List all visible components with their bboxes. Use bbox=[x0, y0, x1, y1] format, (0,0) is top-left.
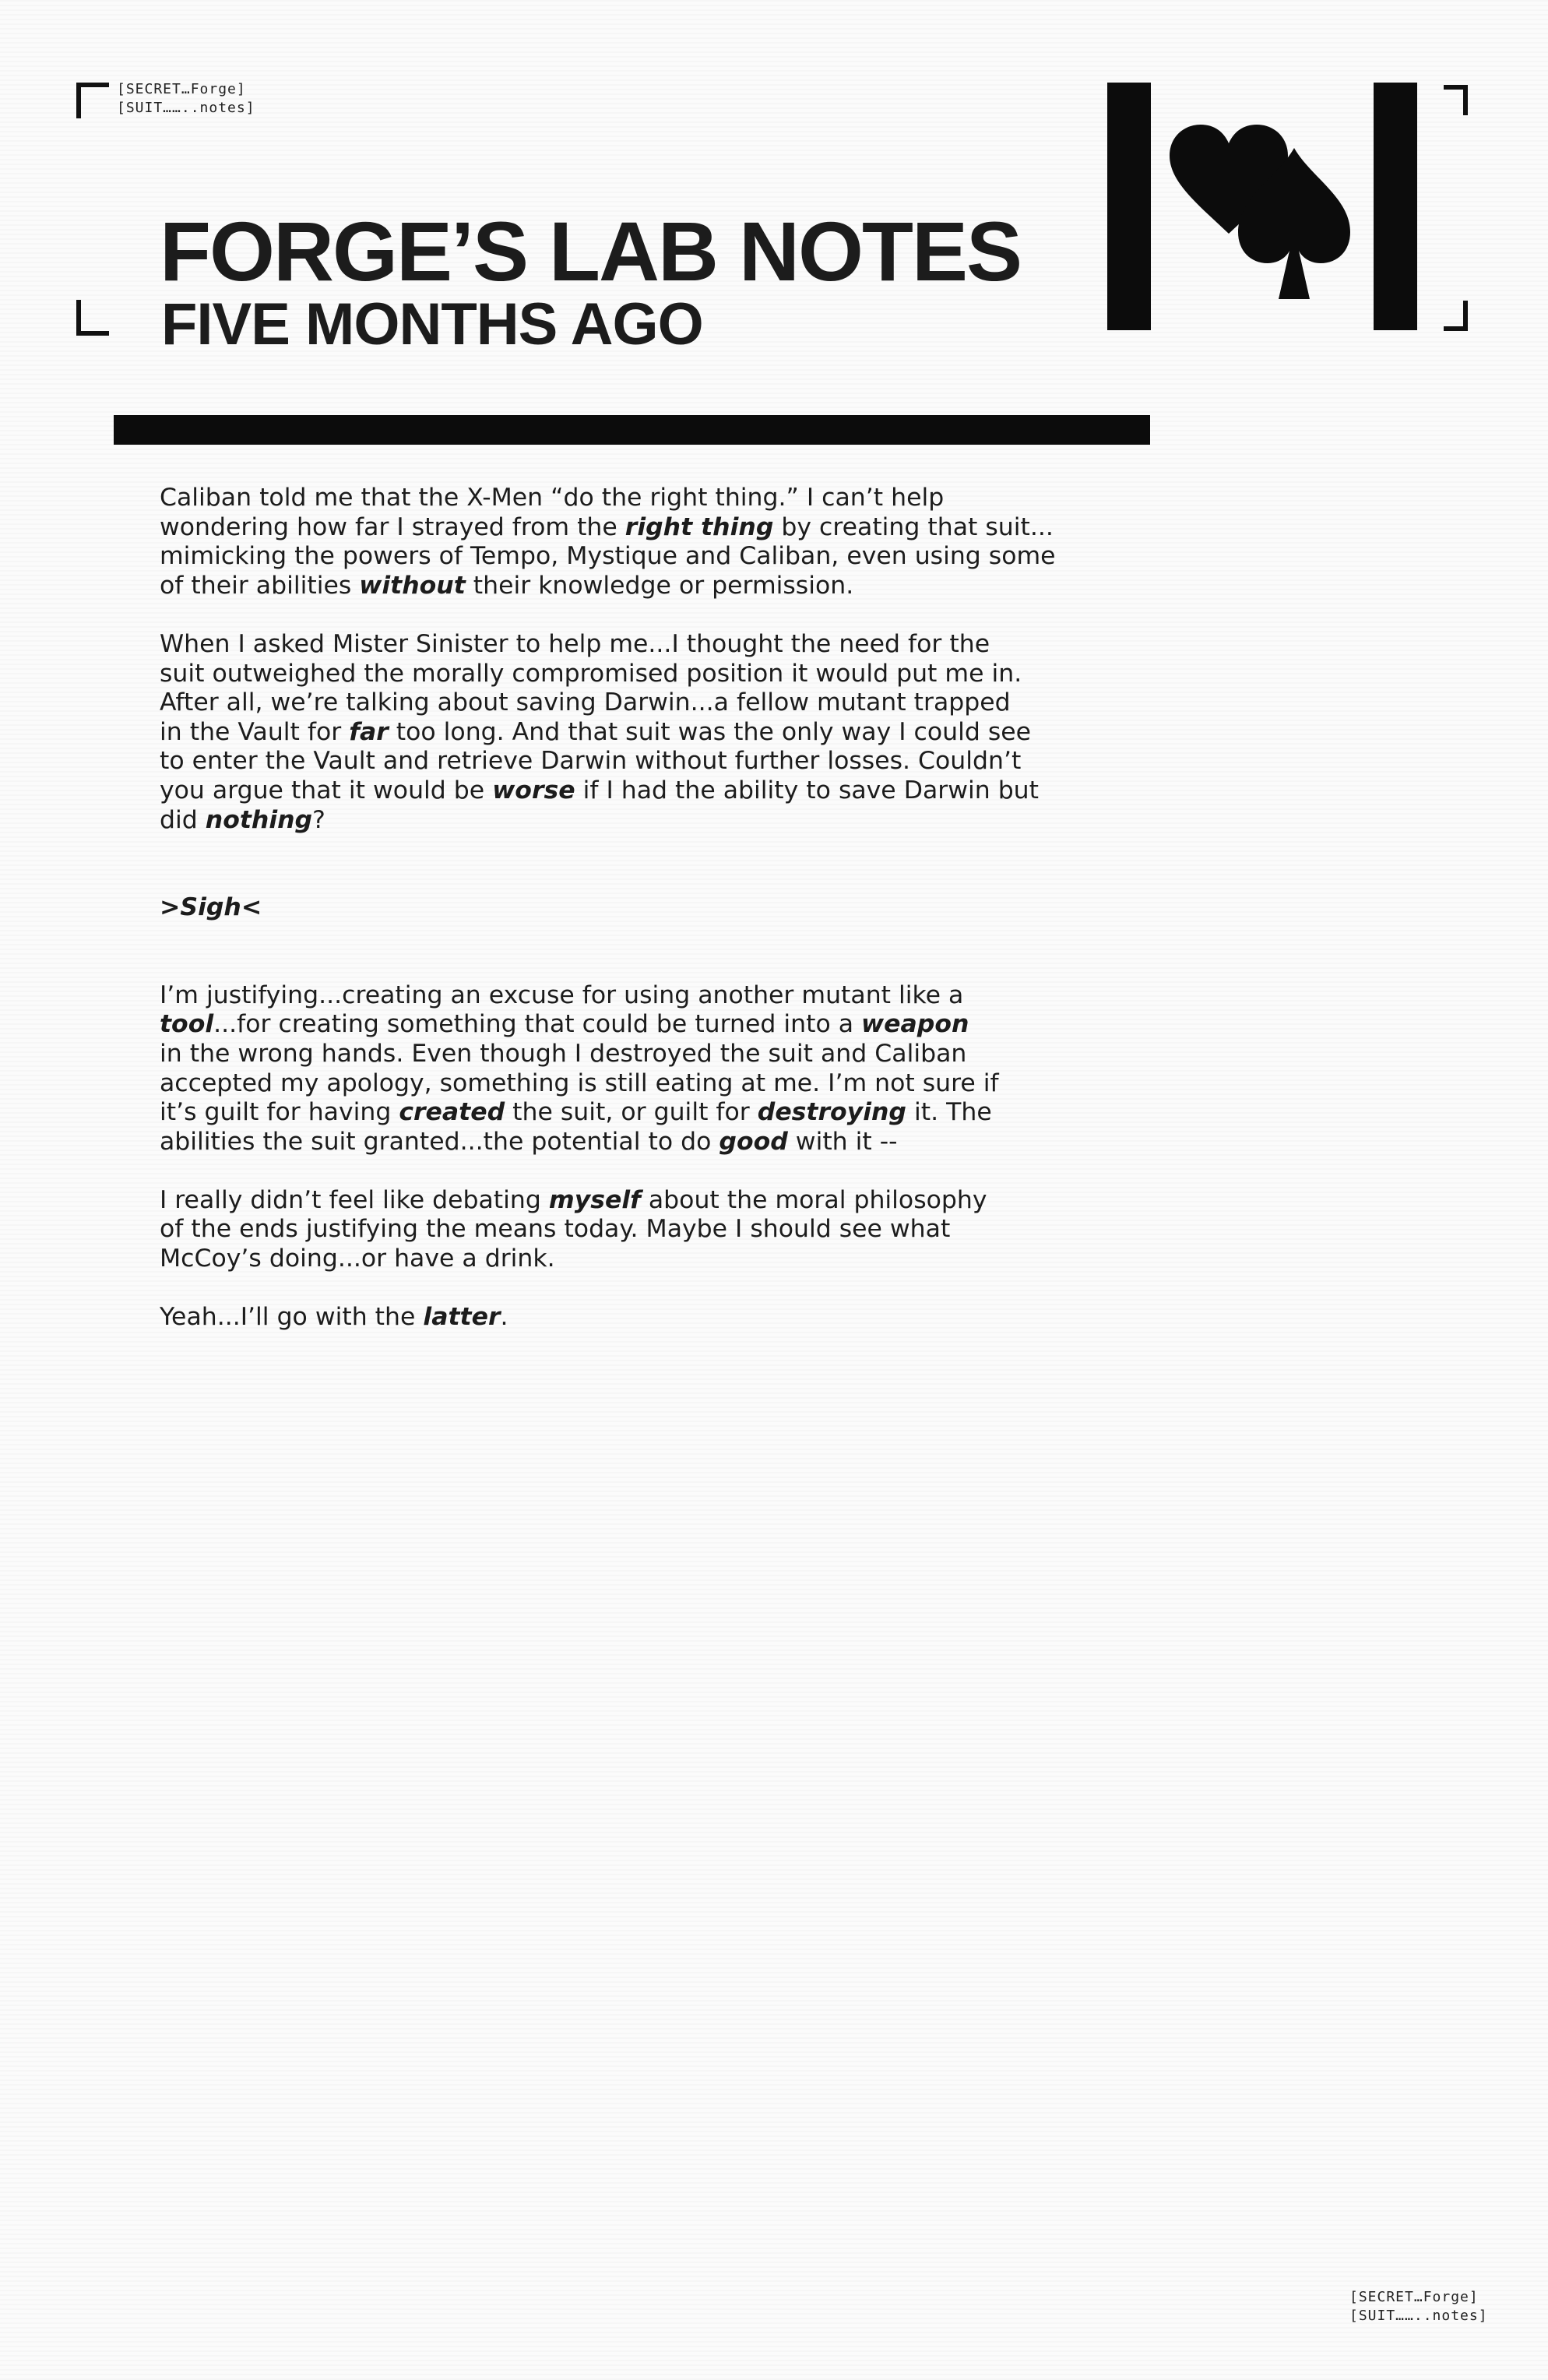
title-divider-rule bbox=[114, 415, 1150, 445]
suit-logo bbox=[1106, 81, 1472, 335]
footer-tag-line-1: [SECRET…Forge] bbox=[1349, 2289, 1479, 2305]
logo-bar-right bbox=[1374, 83, 1417, 330]
header-tag bbox=[117, 80, 255, 118]
corner-bracket-top-left bbox=[76, 83, 109, 118]
emphasized-text: weapon bbox=[861, 1010, 969, 1039]
emphasized-text: nothing bbox=[205, 805, 313, 834]
footer-tag bbox=[1349, 2288, 1488, 2325]
text-run: I really didn’t feel like debating bbox=[160, 1185, 549, 1214]
emphasized-text: myself bbox=[548, 1185, 641, 1214]
corner-bracket-bottom-left bbox=[76, 300, 109, 336]
text-run: if I had the ability to save Darwin but did bbox=[160, 776, 1040, 834]
text-run: it. The abilities the suit granted...the potential to do bbox=[160, 1098, 992, 1156]
logo-bar-left bbox=[1107, 83, 1151, 330]
text-run: ...for creating something that could be turned into a bbox=[213, 1010, 862, 1039]
text-run: their knowledge or permission. bbox=[465, 571, 854, 600]
text-run: ? bbox=[312, 805, 325, 834]
text-run: . bbox=[500, 1303, 508, 1332]
emphasized-text: right thing bbox=[624, 512, 774, 541]
text-run: When I asked Mister Sinister to help me...I thought the need for the suit outweighed the morally compromised position it would put me in. After all, we’re talking about saving Darwin...a fellow mutant trapped in the Vault for bbox=[160, 629, 1022, 746]
emphasized-text: >Sigh< bbox=[160, 893, 262, 922]
paragraph-3 bbox=[160, 981, 1164, 1157]
paragraph-2 bbox=[160, 630, 1164, 835]
footer-tag-line-2: [SUIT……..notes] bbox=[1349, 2308, 1488, 2324]
paragraph-4 bbox=[160, 1186, 1164, 1274]
paragraph-sigh bbox=[160, 893, 1164, 923]
paragraph-1 bbox=[160, 484, 1164, 600]
text-run: in the wrong hands. Even though I destroyed the suit and Caliban accepted my apology, something is still eating at me. I’m not sure if it’s guilt for having bbox=[160, 1039, 999, 1127]
header-tag-line-2: [SUIT……..notes] bbox=[117, 100, 255, 116]
page-title: FORGE’S LAB NOTES bbox=[160, 204, 1022, 298]
corner-bracket-top-right bbox=[1444, 87, 1465, 115]
text-run: by creating that suit... mimicking the powers of Tempo, Mystique and Caliban, even using some of their abilities bbox=[160, 512, 1056, 600]
header-tag-line-1: [SECRET…Forge] bbox=[117, 81, 246, 97]
emphasized-text: created bbox=[399, 1098, 505, 1127]
corner-bracket-bottom-right bbox=[1444, 301, 1465, 329]
paragraph-5 bbox=[160, 1303, 1164, 1333]
emphasized-text: destroying bbox=[757, 1098, 906, 1127]
text-run: with it -- bbox=[787, 1127, 898, 1156]
text-run: the suit, or guilt for bbox=[505, 1098, 758, 1127]
emphasized-text: far bbox=[349, 717, 389, 746]
emphasized-text: good bbox=[719, 1127, 788, 1156]
text-run: about the moral philosophy of the ends justifying the means today. Maybe I should see what McCoy’s doing...or have a drink. bbox=[160, 1185, 987, 1273]
text-run: Caliban told me that the X-Men “do the right thing.” I can’t help wondering how far I strayed from the bbox=[160, 484, 945, 541]
text-run: too long. And that suit was the only way I could see to enter the Vault and retrieve Darwin without further losses. Couldn’t you argue that it would be bbox=[160, 717, 1032, 804]
emphasized-text: tool bbox=[160, 1010, 214, 1039]
emphasized-text: worse bbox=[492, 776, 575, 804]
lab-notes-body bbox=[160, 484, 1164, 1361]
emphasized-text: without bbox=[359, 571, 466, 600]
emphasized-text: latter bbox=[423, 1303, 501, 1332]
text-run: I’m justifying...creating an excuse for using another mutant like a bbox=[160, 981, 964, 1009]
text-run: Yeah...I’ll go with the bbox=[160, 1303, 424, 1332]
page-subtitle: FIVE MONTHS AGO bbox=[161, 291, 703, 357]
